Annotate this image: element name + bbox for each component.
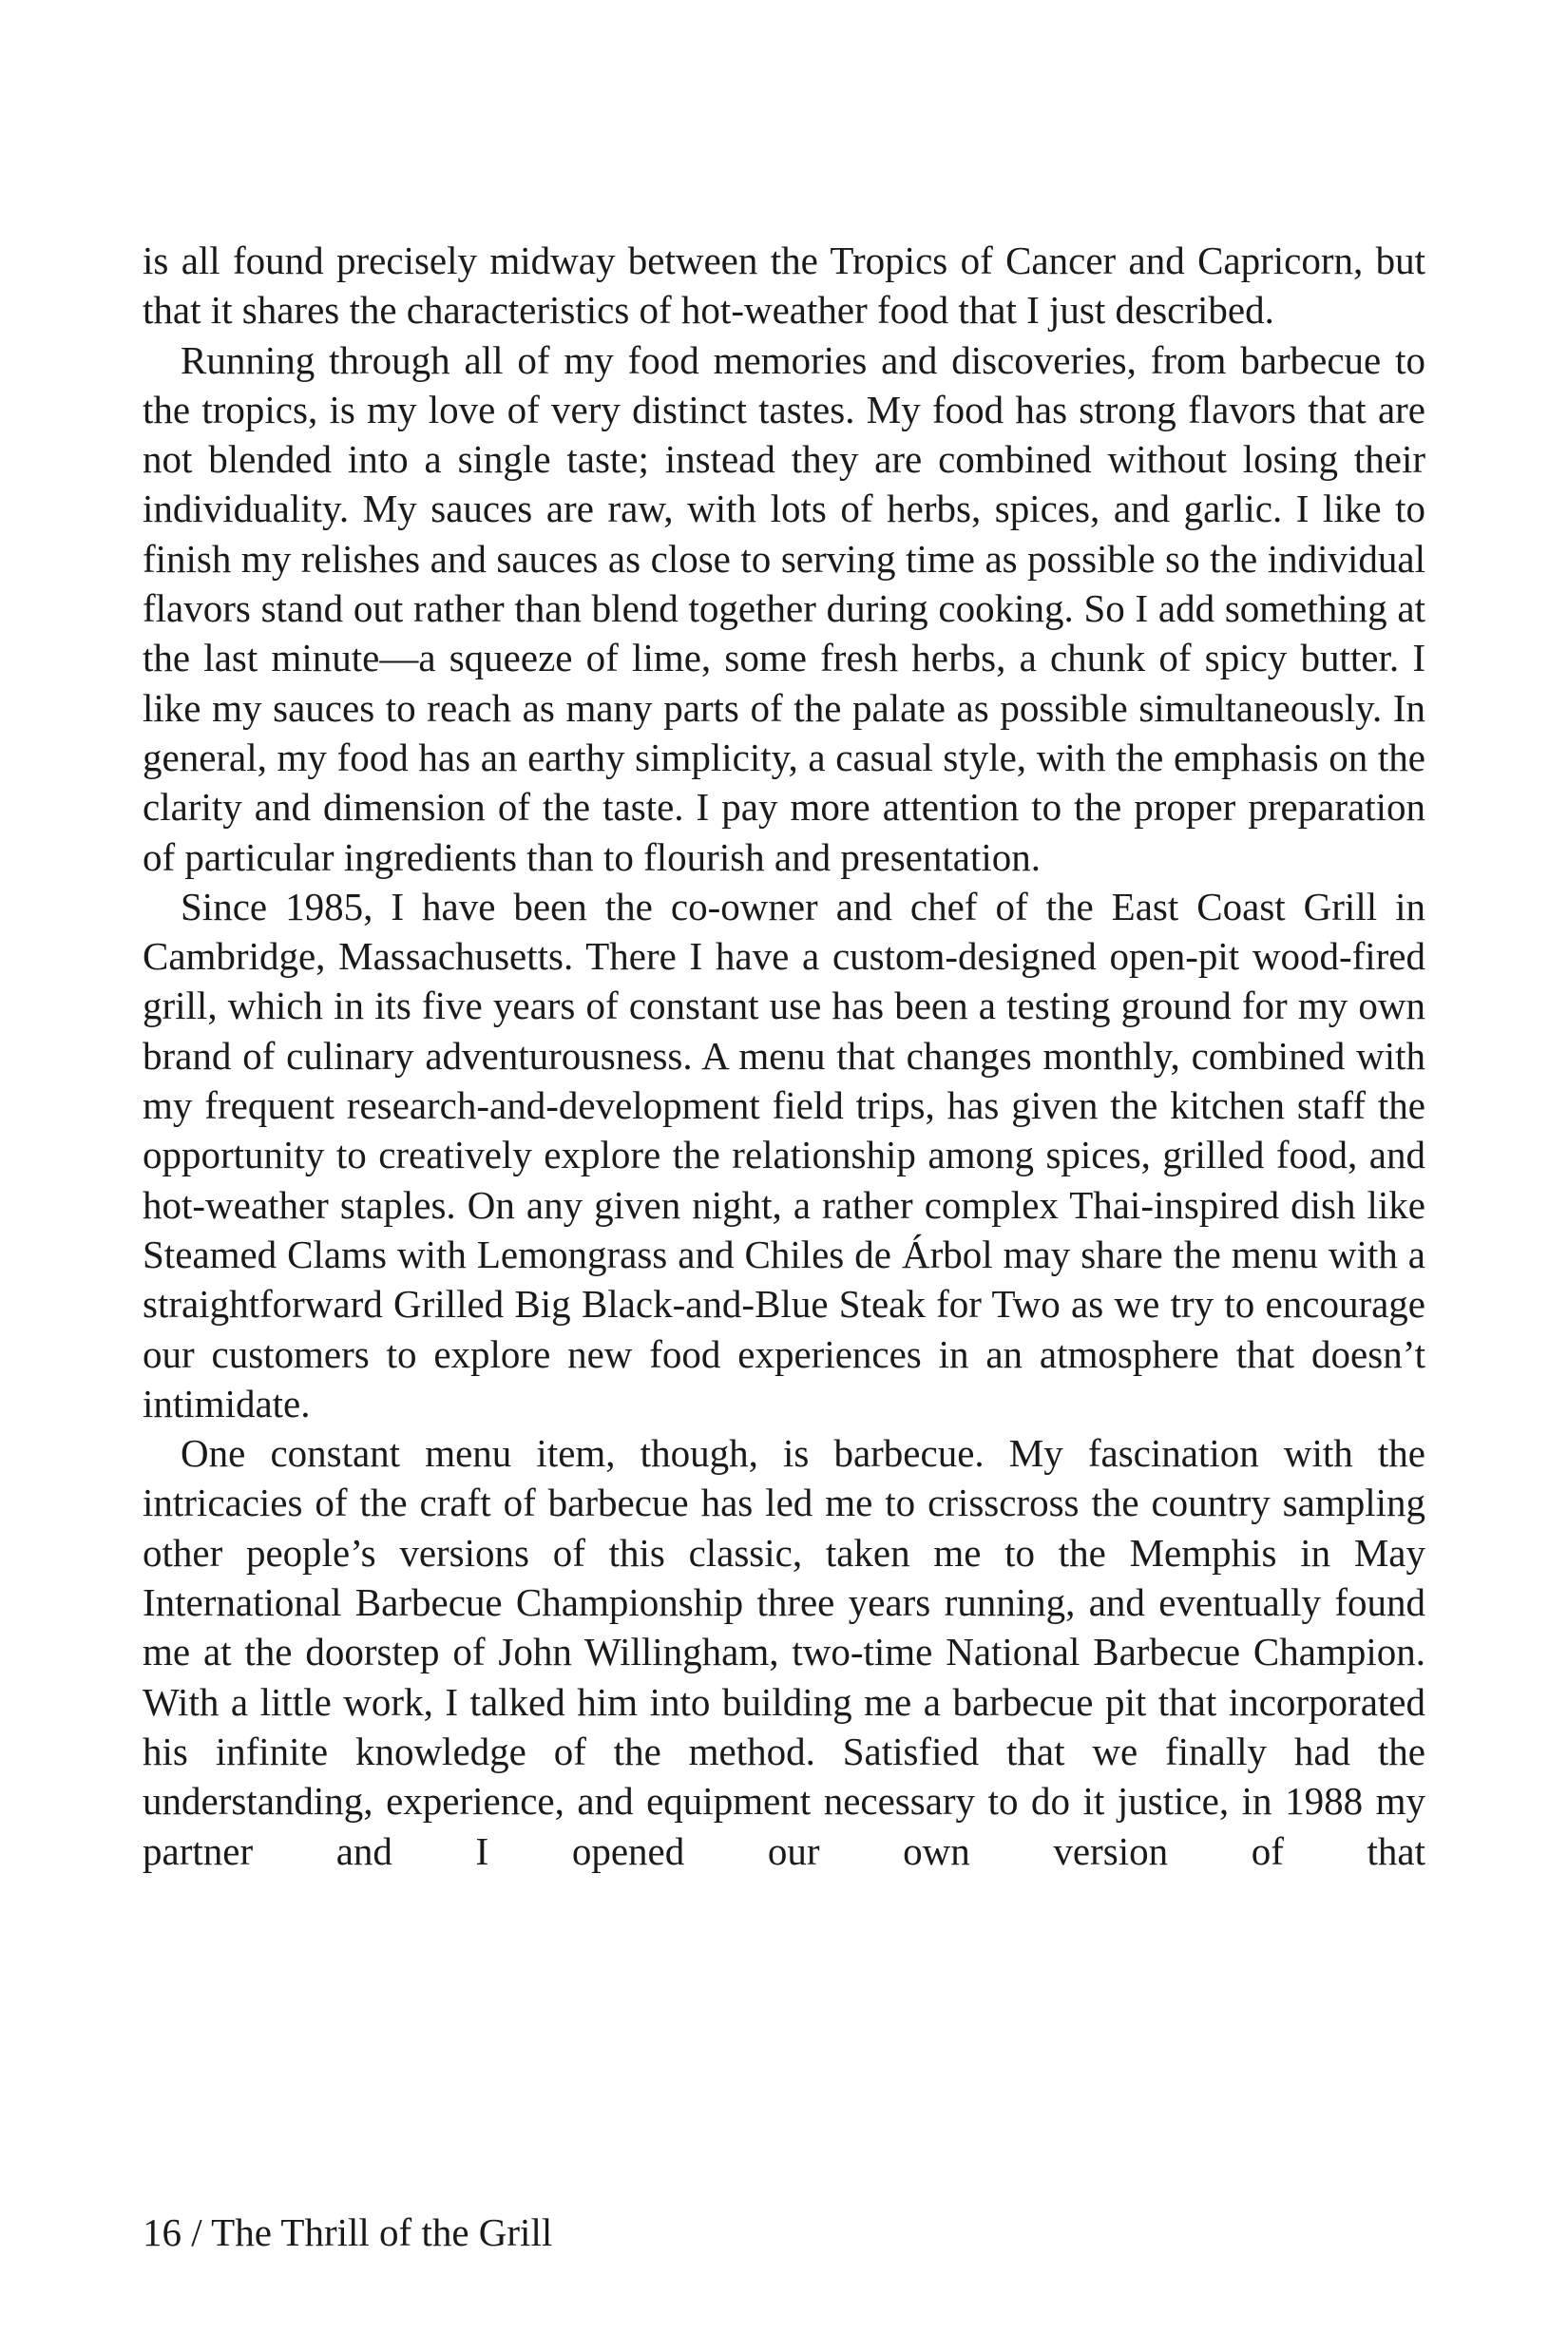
paragraph-barbecue: One constant menu item, though, is barbecue. My fascination with the intricacies of the craft of barbecue has led me to crisscross the country sampling other people’s versions of this classic, taken me to the Memphis in May International Barbecue Championship three years running, and eventually found me at the doorstep of John Willingham, two-time National Barbecue Champion. With a little work, I talked him into building me a barbecue pit that incorporated his infinite knowledge of the method. Satisfied that we finally had the understanding, experience, and equipment necessary to do it justice, in 1988 my partner and I opened our own version of that: [143, 1431, 1425, 1873]
page-footer: [143, 2208, 552, 2257]
body-text: [143, 236, 1425, 1876]
page-number: 16: [143, 2210, 182, 2254]
footer-separator: /: [191, 2210, 202, 2254]
paragraph-distinct-tastes: Running through all of my food memories and discoveries, from barbecue to the tropics, is my love of very distinct tastes. My food has strong flavors that are not blended into a single taste; instead they are combined without losing their individuality. My sauces are raw, with lots of herbs, spices, and garlic. I like to finish my relishes and sauces as close to serving time as possible so the individual flavors stand out rather than blend together during cooking. So I add something at the last minute—a squeeze of lime, some fresh herbs, a chunk of spicy butter. I like my sauces to reach as many parts of the palate as possible simultaneously. In general, my food has an earthy simplicity, a casual style, with the emphasis on the clarity and dimension of the taste. I pay more attention to the proper preparation of particular ingredients than to flourish and presentation.: [143, 337, 1425, 879]
running-title: The Thrill of the Grill: [211, 2210, 553, 2254]
paragraph-continuation: is all found precisely midway between the Tropics of Cancer and Capricorn, but that it shares the characteristics of hot-weather food that I just described.: [143, 239, 1425, 333]
paragraph-east-coast-grill: Since 1985, I have been the co-owner and chef of the East Coast Grill in Cambridge, Massachusetts. There I have a custom-designed open-pit wood-fired grill, which in its five years of constant use has been a testing ground for my own brand of culinary adventurousness. A menu that changes monthly, combined with my frequent research-and-development field trips, has given the kitchen staff the opportunity to creatively explore the relationship among spices, grilled food, and hot-weather staples. On any given night, a rather complex Thai-inspired dish like Steamed Clams with Lemongrass and Chiles de Árbol may share the menu with a straightforward Grilled Big Black-and-Blue Steak for Two as we try to encourage our customers to explore new food experiences in an atmosphere that doesn’t intimidate.: [143, 884, 1425, 1425]
